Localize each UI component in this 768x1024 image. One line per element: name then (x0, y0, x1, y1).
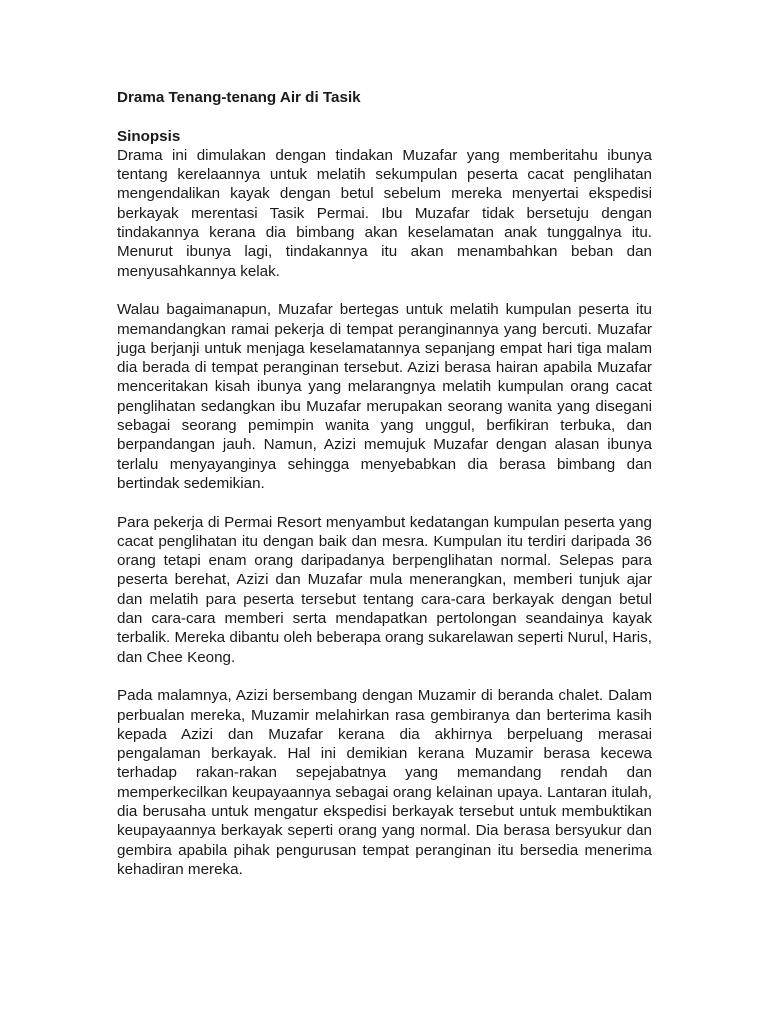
document-page (117, 88, 652, 898)
paragraph-4: Pada malamnya, Azizi bersembang dengan Muzamir di beranda chalet. Dalam perbualan mereka, Muzamir melahirkan rasa gembiranya dan berterima kasih kepada Azizi dan Muzafar kerana dia akhirnya berpeluang merasai pengalaman berkayak. Hal ini demikian kerana Muzamir berasa kecewa terhadap rakan-rakan sepejabatnya yang memandang rendah dan memperkecilkan keupayaannya sebagai orang kelainan upaya. Lantaran itulah, dia berusaha untuk mengatur ekspedisi berkayak tersebut untuk membuktikan keupayaannya berkayak seperti orang yang normal. Dia berasa bersyukur dan gembira apabila pihak pengurusan tempat peranginan itu bersedia menerima kehadiran mereka. (117, 687, 652, 878)
paragraph-3: Para pekerja di Permai Resort menyambut kedatangan kumpulan peserta yang cacat penglihatan itu dengan baik dan mesra. Kumpulan itu terdiri daripada 36 orang tetapi enam orang daripadanya berpenglihatan normal. Selepas para peserta berehat, Azizi dan Muzafar mula menerangkan, memberi tunjuk ajar dan melatih para peserta tersebut tentang cara-cara berkayak dengan betul dan cara-cara memberi serta mendapatkan pertolongan seandainya kayak terbalik. Mereka dibantu oleh beberapa orang sukarelawan seperti Nurul, Haris, dan Chee Keong. (117, 513, 652, 666)
section-heading-sinopsis: Sinopsis (117, 127, 181, 145)
document-title: Drama Tenang-tenang Air di Tasik (117, 89, 361, 106)
paragraph-2: Walau bagaimanapun, Muzafar bertegas untuk melatih kumpulan peserta itu memandangkan ramai pekerja di tempat peranginannya yang bercuti. Muzafar juga berjanji untuk menjaga keselamatannya sepanjang empat hari tiga malam dia berada di tempat peranginan tersebut. Azizi berasa hairan apabila Muzafar menceritakan kisah ibunya yang melarangnya melatih kumpulan orang cacat penglihatan sedangkan ibu Muzafar merupakan seorang wanita yang disegani sebagai seorang pemimpin wanita yang unggul, berfikiran terbuka, dan berpandangan jauh. Namun, Azizi memujuk Muzafar dengan alasan ibunya terlalu menyayanginya sehingga menyebabkan dia berasa bimbang dan bertindak sedemikian. (117, 301, 652, 492)
paragraph-1: Drama ini dimulakan dengan tindakan Muzafar yang memberitahu ibunya tentang kerelaannya untuk melatih sekumpulan peserta cacat penglihatan mengendalikan kayak dengan betul sebelum mereka menyertai ekspedisi berkayak merentasi Tasik Permai. Ibu Muzafar tidak bersetuju dengan tindakannya kerana dia bimbang akan keselamatan anak tunggalnya itu. Menurut ibunya lagi, tindakannya itu akan menambahkan beban dan menyusahkannya kelak. (117, 146, 652, 280)
